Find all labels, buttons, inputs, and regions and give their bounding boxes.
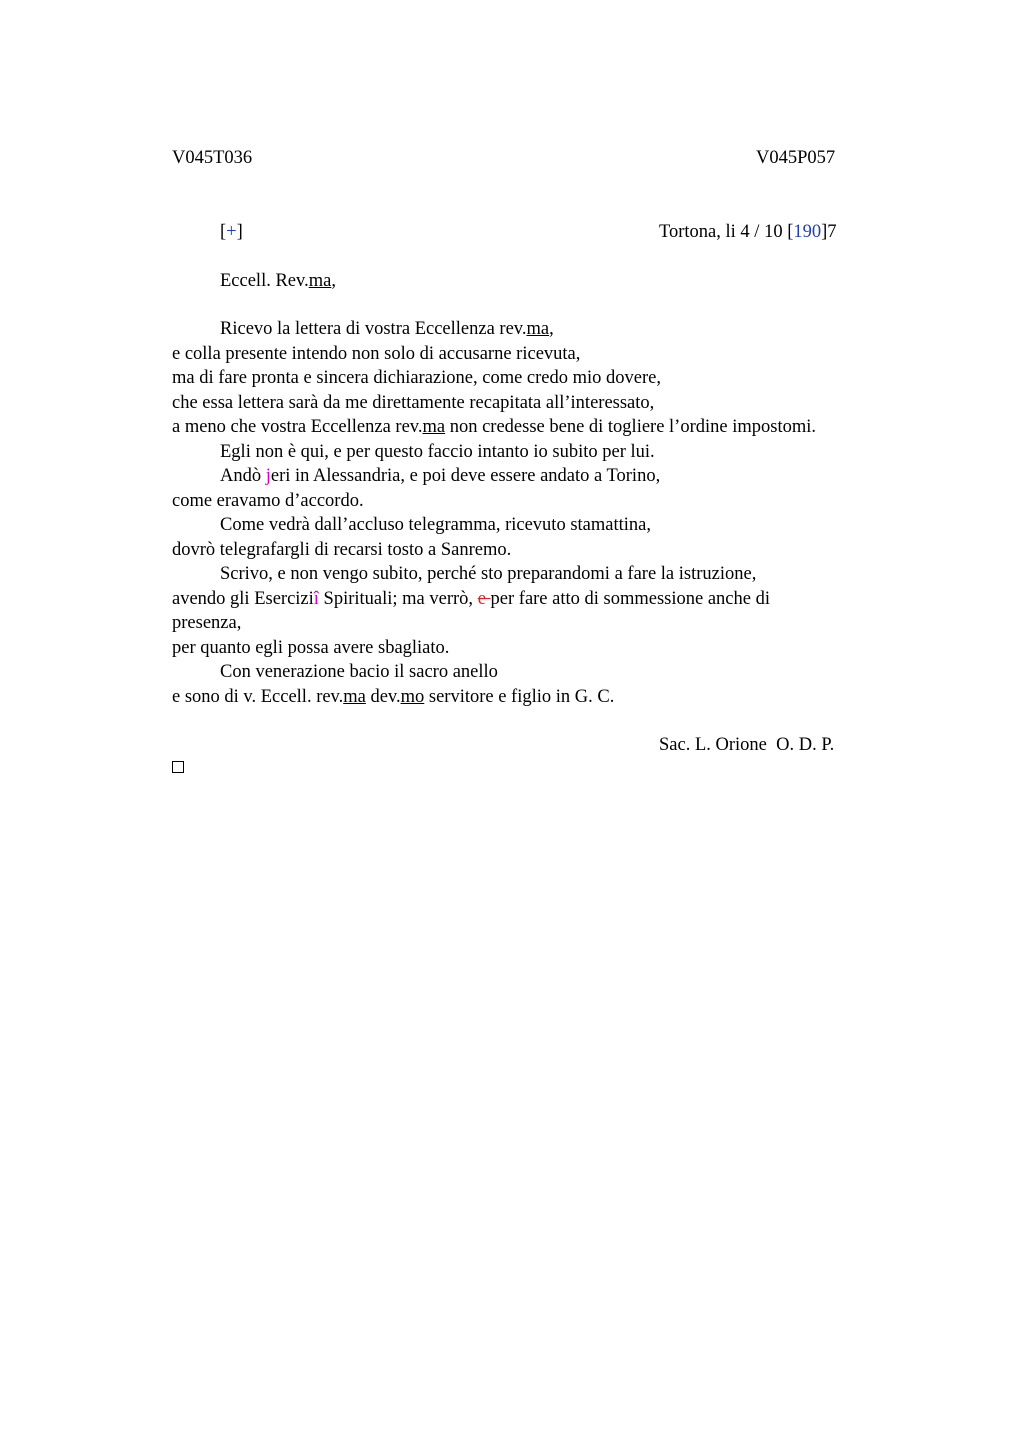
line16-rest: servitore e figlio in G. C. [424, 687, 615, 707]
cross-symbol: + [226, 222, 237, 242]
line7-correction: j [265, 466, 271, 486]
body-line-16 [172, 685, 614, 709]
line12-mid: Spirituali; ma verrò, [318, 589, 478, 609]
end-square-icon [172, 761, 184, 773]
body-line-13: presenza, [172, 613, 242, 633]
line5-text: a meno che vostra Eccellenza rev. [172, 417, 423, 437]
salutation-end: , [331, 271, 336, 291]
place-date-suffix: ]7 [821, 222, 837, 242]
line1-end: , [549, 319, 554, 339]
body-line-8: come eravamo d’accordo. [172, 491, 364, 511]
cross-bracket-open: [ [220, 222, 227, 242]
line16-text: e sono di v. Eccell. rev. [172, 687, 344, 707]
line16-abbrev-2: mo [400, 687, 425, 707]
header-left-code: V045T036 [172, 148, 253, 168]
body-line-5 [172, 415, 816, 439]
line12-text: avendo gli Esercizi [172, 589, 314, 609]
line1-abbrev: ma [526, 319, 550, 339]
line7-rest: eri in Alessandria, e poi deve essere andato a Torino, [270, 466, 661, 486]
line5-rest: non credesse bene di togliere l’ordine impostomi. [445, 417, 817, 437]
line12-rest: per fare atto di sommessione anche di [490, 589, 770, 609]
cross-mark [220, 220, 243, 244]
line12-deletion: e [477, 589, 491, 609]
line1-text: Ricevo la lettera di vostra Eccellenza rev. [220, 319, 527, 339]
line7-text: Andò [220, 466, 266, 486]
signature: Sac. L. Orione O. D. P. [659, 735, 835, 755]
salutation-abbrev: ma [308, 271, 332, 291]
body-line-14: per quanto egli possa avere sbagliato. [172, 638, 450, 658]
body-line-3: ma di fare pronta e sincera dichiarazione, come credo mio dovere, [172, 368, 661, 388]
header-right-code: V045P057 [756, 148, 836, 168]
place-date-prefix: Tortona, li 4 / 10 [ [659, 222, 794, 242]
cross-bracket-close: ] [236, 222, 243, 242]
place-date [659, 220, 837, 244]
body-line-1 [220, 317, 554, 341]
body-line-4: che essa lettera sarà da me direttamente recapitata all’interessato, [172, 393, 655, 413]
body-line-6: Egli non è qui, e per questo faccio intanto io subito per lui. [220, 442, 655, 462]
salutation-text: Eccell. Rev. [220, 271, 309, 291]
body-line-12 [172, 587, 770, 611]
place-date-year-insert: 190 [793, 222, 822, 242]
line16-mid: dev. [365, 687, 401, 707]
body-line-9: Come vedrà dall’accluso telegramma, ricevuto stamattina, [220, 515, 651, 535]
body-line-7 [220, 464, 660, 488]
body-line-11: Scrivo, e non vengo subito, perché sto preparandomi a fare la istruzione, [220, 564, 757, 584]
body-line-15: Con venerazione bacio il sacro anello [220, 662, 498, 682]
body-line-10: dovrò telegrafargli di recarsi tosto a Sanremo. [172, 540, 512, 560]
line16-abbrev-1: ma [343, 687, 366, 707]
salutation [220, 269, 336, 293]
line12-correction: î [313, 589, 319, 609]
line5-abbrev: ma [422, 417, 446, 437]
body-line-2: e colla presente intendo non solo di accusarne ricevuta, [172, 344, 581, 364]
